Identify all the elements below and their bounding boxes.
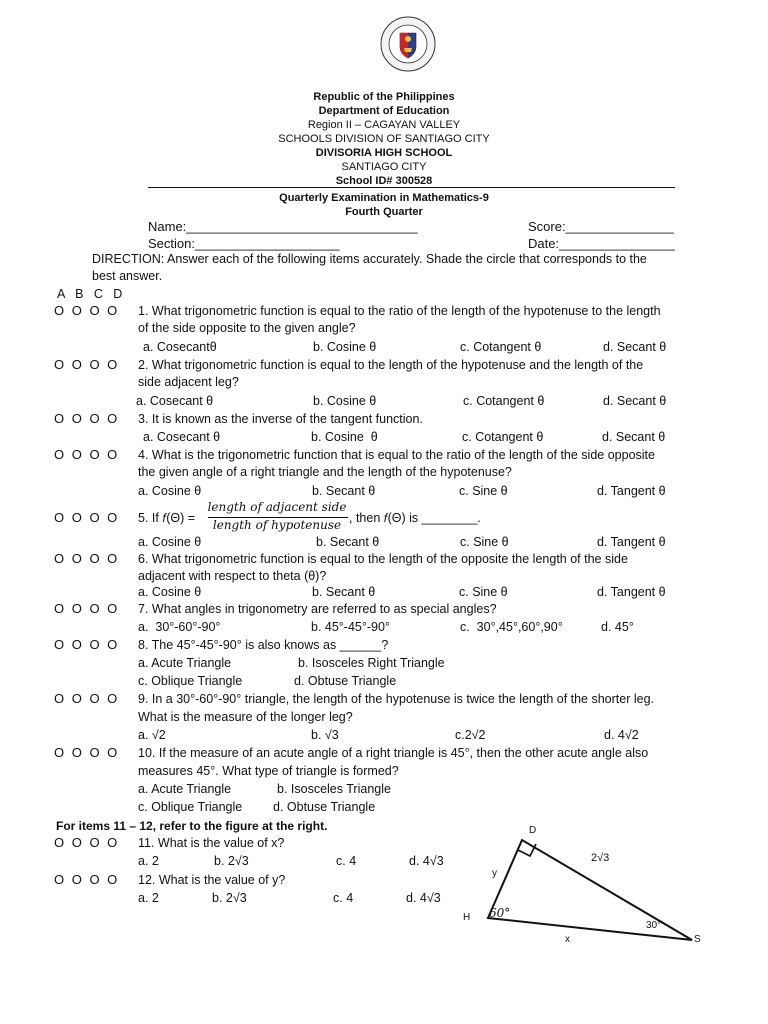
q3-choice-a: a. Cosecant θ xyxy=(143,430,221,444)
q2-choice-b: b. Cosine θ xyxy=(313,394,377,408)
q6-choice-b: b. Secant θ xyxy=(312,585,376,599)
q5-choice-b: b. Secant θ xyxy=(316,535,380,549)
answer-bubbles-q7[interactable]: O O O O xyxy=(54,601,120,616)
q1-choice-c: c. Cotangent θ xyxy=(460,340,542,354)
q10-text-cont: measures 45°. What type of triangle is formed? xyxy=(138,764,399,778)
name-field[interactable]: Name:________________________________ xyxy=(148,219,418,234)
q9-choice-d: d. 4√2 xyxy=(604,728,639,742)
q9-choice-a: a. √2 xyxy=(138,728,166,742)
q11-choice-a: a. 2 xyxy=(138,854,159,868)
vertex-s-label: S xyxy=(694,934,701,945)
q3-choice-d: d. Secant θ xyxy=(602,430,666,444)
answer-bubbles-q4[interactable]: O O O O xyxy=(54,447,120,462)
answer-bubbles-q12[interactable]: O O O O xyxy=(54,872,120,887)
q6-text-cont: adjacent with respect to theta (θ)? xyxy=(138,569,327,583)
q4-choice-c: c. Sine θ xyxy=(459,484,508,498)
q5-fraction-denominator: length of hypotenuse xyxy=(212,518,342,532)
q11-choice-b: b. 2√3 xyxy=(214,854,249,868)
q1-choice-a: a. Cosecantθ xyxy=(143,340,217,354)
answer-bubbles-q11[interactable]: O O O O xyxy=(54,835,120,850)
q9-choice-c: c.2√2 xyxy=(455,728,486,742)
right-triangle-figure xyxy=(470,820,720,960)
header-division: SCHOOLS DIVISION OF SANTIAGO CITY xyxy=(278,133,490,145)
q10-choice-d: d. Obtuse Triangle xyxy=(273,800,376,814)
q7-text: 7. What angles in trigonometry are referred to as special angles? xyxy=(138,602,497,616)
q11-choice-c: c. 4 xyxy=(336,854,357,868)
q10-choice-a: a. Acute Triangle xyxy=(138,782,232,796)
q5-text-suffix: , then 𝑓(Θ) is ________. xyxy=(349,511,481,525)
answer-columns-header: A B C D xyxy=(57,287,123,301)
q6-choice-d: d. Tangent θ xyxy=(597,585,666,599)
q10-choice-b: b. Isosceles Triangle xyxy=(277,782,391,796)
q5-text-prefix: 5. If 𝑓(Θ) = xyxy=(138,511,196,525)
score-field[interactable]: Score:_______________ xyxy=(528,219,675,234)
q2-text-cont: side adjacent leg? xyxy=(138,375,239,389)
q12-choice-b: b. 2√3 xyxy=(212,891,247,905)
q8-choice-b: b. Isosceles Right Triangle xyxy=(298,656,445,670)
q7-choice-a: a. 30°-60°-90° xyxy=(138,620,221,634)
q4-text-cont: the given angle of a right triangle and the length of the hypotenuse? xyxy=(138,465,512,479)
q8-choice-c: c. Oblique Triangle xyxy=(138,674,243,688)
side-ds-label: 2√3 xyxy=(591,852,610,864)
q3-choice-c: c. Cotangent θ xyxy=(462,430,544,444)
q1-choice-b: b. Cosine θ xyxy=(313,340,377,354)
header-region: Region II – CAGAYAN VALLEY xyxy=(307,119,461,131)
answer-bubbles-q9[interactable]: O O O O xyxy=(54,691,120,706)
q10-choice-c: c. Oblique Triangle xyxy=(138,800,243,814)
q12-text: 12. What is the value of y? xyxy=(138,873,286,887)
q4-text: 4. What is the trigonometric function that is equal to the ratio of the length of the side opposite xyxy=(138,448,655,462)
vertex-h-label: H xyxy=(463,912,471,923)
q4-choice-a: a. Cosine θ xyxy=(138,484,202,498)
answer-bubbles-q3[interactable]: O O O O xyxy=(54,411,120,426)
angle-h-label: 60° xyxy=(489,906,511,920)
q12-choice-d: d. 4√3 xyxy=(406,891,441,905)
answer-bubbles-q2[interactable]: O O O O xyxy=(54,357,120,372)
q9-text: 9. In a 30°-60°-90° triangle, the length of the hypotenuse is twice the length of the shorter leg. xyxy=(138,692,655,706)
q1-text-cont: of the side opposite to the given angle? xyxy=(138,321,356,335)
vertex-d-label: D xyxy=(529,825,537,836)
side-hd-label: y xyxy=(492,868,497,879)
angle-s-label: 30° xyxy=(646,920,662,931)
items-11-12-note: For items 11 – 12, refer to the figure at the right. xyxy=(56,819,328,833)
triangle-shape xyxy=(488,840,692,940)
q12-choice-c: c. 4 xyxy=(333,891,354,905)
header-school-id: School ID# 300528 xyxy=(335,175,433,187)
q4-choice-b: b. Secant θ xyxy=(312,484,376,498)
q10-text: 10. If the measure of an acute angle of a right triangle is 45°, then the other acute angle also xyxy=(138,746,649,760)
q8-choice-a: a. Acute Triangle xyxy=(138,656,232,670)
q11-text: 11. What is the value of x? xyxy=(138,836,285,850)
q9-text-cont: What is the measure of the longer leg? xyxy=(138,710,353,724)
header-school: DIVISORIA HIGH SCHOOL xyxy=(315,147,453,159)
q5-choice-c: c. Sine θ xyxy=(460,535,509,549)
answer-bubbles-q6[interactable]: O O O O xyxy=(54,551,120,566)
header-republic: Republic of the Philippines xyxy=(313,91,455,103)
q9-choice-b: b. √3 xyxy=(311,728,339,742)
q11-choice-d: d. 4√3 xyxy=(409,854,444,868)
deped-seal xyxy=(380,16,436,72)
q8-choice-d: d. Obtuse Triangle xyxy=(294,674,397,688)
direction-line2: best answer. xyxy=(92,269,163,283)
q6-choice-c: c. Sine θ xyxy=(459,585,508,599)
answer-bubbles-q5[interactable]: O O O O xyxy=(54,510,120,525)
date-field[interactable]: Date:________________ xyxy=(528,236,675,251)
header-divider xyxy=(148,187,675,188)
q4-choice-d: d. Tangent θ xyxy=(597,484,666,498)
side-hs-label: x xyxy=(565,934,570,945)
q6-text: 6. What trigonometric function is equal to the length of the opposite the length of the side xyxy=(138,552,628,566)
q7-choice-d: d. 45° xyxy=(601,620,634,634)
q1-choice-d: d. Secant θ xyxy=(603,340,667,354)
answer-bubbles-q1[interactable]: O O O O xyxy=(54,303,120,318)
header-city: SANTIAGO CITY xyxy=(341,161,427,173)
q2-choice-a: a. Cosecant θ xyxy=(136,394,214,408)
q2-choice-d: d. Secant θ xyxy=(603,394,667,408)
direction-line1: DIRECTION: Answer each of the following items accurately. Shade the circle that corresponds to the xyxy=(92,252,647,266)
q7-choice-b: b. 45°-45°-90° xyxy=(311,620,390,634)
section-field[interactable]: Section:____________________ xyxy=(148,236,340,251)
q8-text: 8. The 45°-45°-90° is also knows as ______? xyxy=(138,638,389,652)
q2-choice-c: c. Cotangent θ xyxy=(463,394,545,408)
q1-text: 1. What trigonometric function is equal to the ratio of the length of the hypotenuse to the length xyxy=(138,304,661,318)
q5-choice-a: a. Cosine θ xyxy=(138,535,202,549)
q5-choice-d: d. Tangent θ xyxy=(597,535,666,549)
seal-icon xyxy=(380,16,436,72)
answer-bubbles-q8[interactable]: O O O O xyxy=(54,637,120,652)
q6-choice-a: a. Cosine θ xyxy=(138,585,202,599)
q12-choice-a: a. 2 xyxy=(138,891,159,905)
q7-choice-c: c. 30°,45°,60°,90° xyxy=(460,620,563,634)
exam-quarter: Fourth Quarter xyxy=(345,206,423,218)
header-department: Department of Education xyxy=(318,105,450,117)
exam-title: Quarterly Examination in Mathematics-9 xyxy=(279,192,489,204)
answer-bubbles-q10[interactable]: O O O O xyxy=(54,745,120,760)
q3-text: 3. It is known as the inverse of the tangent function. xyxy=(138,412,423,426)
q3-choice-b: b. Cosine θ xyxy=(311,430,378,444)
q2-text: 2. What trigonometric function is equal to the length of the hypotenuse and the length of the xyxy=(138,358,644,372)
q5-fraction-numerator: length of adjacent side xyxy=(207,500,347,514)
